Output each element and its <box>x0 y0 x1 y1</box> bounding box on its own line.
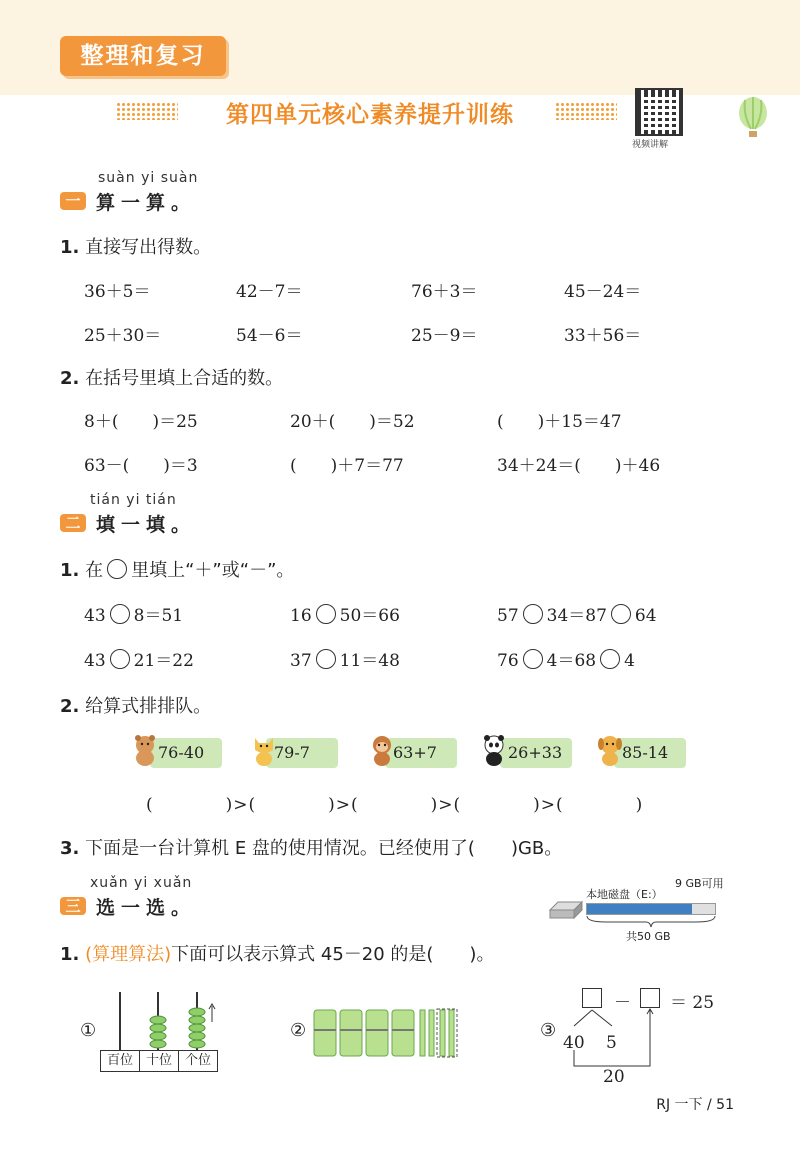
number-5: 5 <box>606 1033 617 1053</box>
stick-bundles-icon <box>312 1008 472 1058</box>
fill-item: ( )＋15＝47 <box>497 412 622 432</box>
fill-item: 20＋( )＝52 <box>290 412 415 432</box>
qr-label: 视频讲解 <box>632 140 669 150</box>
answer-circle[interactable] <box>611 604 631 624</box>
sec1-title: 算一算。 <box>96 192 197 214</box>
answer-circle[interactable] <box>316 649 336 669</box>
minus-sign: － <box>614 993 631 1013</box>
calc-item: 33＋56＝ <box>564 326 642 346</box>
answer-circle[interactable] <box>600 649 620 669</box>
sec2-title: 填一填。 <box>96 514 197 536</box>
sec2-badge: 二 <box>60 514 86 532</box>
balloon-icon <box>737 97 769 139</box>
option-3-mark[interactable]: ③ <box>540 1020 557 1041</box>
sign-item: 37 11＝48 <box>290 651 400 671</box>
disk-label: 本地磁盘（E:） <box>586 888 663 901</box>
section-tag: 整理和复习 <box>60 36 226 76</box>
fill-item: 34＋24＝( )＋46 <box>497 456 661 476</box>
disk-free: 9 GB可用 <box>675 877 724 890</box>
sec3-pinyin: xuǎn yi xuǎn <box>90 875 193 891</box>
calc-item: 25＋30＝ <box>84 326 162 346</box>
expr-card: 26+33 <box>500 738 572 768</box>
expr-card: 76-40 <box>150 738 222 768</box>
disk-total: 共50 GB <box>626 930 671 943</box>
fill-item: 8＋( )＝25 <box>84 412 198 432</box>
page-number: RJ 一下 / 51 <box>656 1097 734 1113</box>
panda-icon <box>480 734 508 766</box>
option-2-mark[interactable]: ② <box>290 1020 307 1041</box>
sign-item: 43 8＝51 <box>84 606 184 626</box>
sec1-q2: 2. 在括号里填上合适的数。 <box>60 368 284 389</box>
sec3-q1: 1. (算理算法)下面可以表示算式 45－20 的是( )。 <box>60 944 495 965</box>
qr-code-icon[interactable] <box>635 88 683 136</box>
sec1-badge: 一 <box>60 192 86 210</box>
decor-dots-left <box>116 102 178 120</box>
sign-item: 76 4＝68 4 <box>497 651 635 671</box>
calc-item: 54－6＝ <box>236 326 303 346</box>
ones-label: 个位 <box>184 1053 211 1068</box>
sec2-q3: 3. 下面是一台计算机 E 盘的使用情况。已经使用了( )GB。 <box>60 838 563 859</box>
circle-icon <box>107 559 127 579</box>
number-40: 40 <box>563 1033 585 1053</box>
sec1-q1: 1. 直接写出得数。 <box>60 237 212 258</box>
sec1-pinyin: suàn yi suàn <box>98 170 199 186</box>
sign-item: 57 34＝87 64 <box>497 606 657 626</box>
fill-item: 63－( )＝3 <box>84 456 198 476</box>
answer-circle[interactable] <box>110 649 130 669</box>
sec2-q1: 1. 在 里填上“＋”或“－”。 <box>60 560 295 581</box>
calc-item: 36＋5＝ <box>84 282 151 302</box>
sign-item: 16 50＝66 <box>290 606 400 626</box>
calc-item: 45－24＝ <box>564 282 642 302</box>
answer-circle[interactable] <box>523 649 543 669</box>
calc-item: 76＋3＝ <box>411 282 478 302</box>
sign-item: 43 21＝22 <box>84 651 194 671</box>
expr-card: 85-14 <box>614 738 686 768</box>
decor-dots-right <box>555 102 617 120</box>
fill-item: ( )＋7＝77 <box>290 456 404 476</box>
option-1-mark[interactable]: ① <box>80 1020 97 1041</box>
dog-icon <box>596 734 624 766</box>
hundreds-label: 百位 <box>101 1051 140 1071</box>
calc-item: 42－7＝ <box>236 282 303 302</box>
number-20: 20 <box>603 1067 625 1087</box>
answer-box[interactable] <box>640 988 660 1008</box>
cat-icon <box>250 734 278 766</box>
place-value-labels <box>100 1050 218 1072</box>
answer-circle[interactable] <box>316 604 336 624</box>
sec2-q2: 2. 给算式排排队。 <box>60 696 212 717</box>
expr-card: 63+7 <box>385 738 457 768</box>
order-line: ( )>( )>( )>( )>( ) <box>146 795 644 815</box>
calc-item: 25－9＝ <box>411 326 478 346</box>
disk-used-fill <box>587 904 692 914</box>
sec3-title: 选一选。 <box>96 897 197 919</box>
sec3-badge: 三 <box>60 897 86 915</box>
sec2-pinyin: tián yi tián <box>90 492 177 508</box>
equals-25: ＝ 25 <box>670 993 715 1013</box>
bear-icon <box>131 734 159 766</box>
expr-card: 79-7 <box>266 738 338 768</box>
answer-box[interactable] <box>582 988 602 1008</box>
counting-frame-icon <box>100 990 220 1052</box>
answer-circle[interactable] <box>110 604 130 624</box>
monkey-icon <box>368 734 396 766</box>
answer-circle[interactable] <box>523 604 543 624</box>
page-title: 第四单元核心素养提升训练 <box>226 102 514 128</box>
hard-drive-icon <box>548 896 584 922</box>
tens-label: 十位 <box>140 1051 179 1071</box>
